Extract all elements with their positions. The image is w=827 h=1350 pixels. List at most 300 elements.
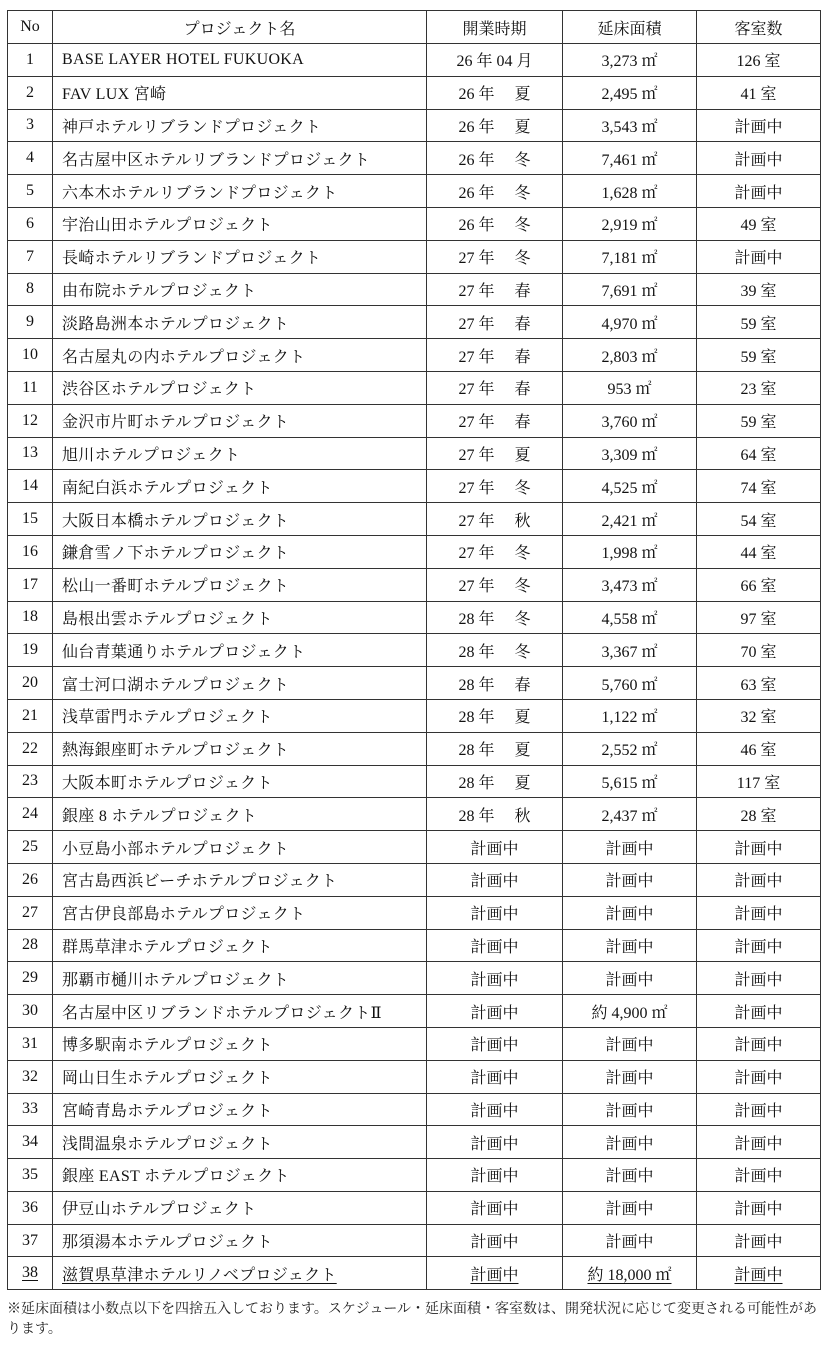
cell-no-text: 2 (26, 83, 34, 101)
cell-rooms (697, 1191, 821, 1224)
cell-floor-area-text: 計画中 (605, 1037, 654, 1055)
cell-floor-area-text: 2,803 ㎡ (601, 348, 658, 366)
cell-no (8, 306, 53, 339)
cell-opening-text: 27 年 春 (458, 381, 531, 399)
cell-no-text: 29 (22, 969, 38, 987)
cell-project-name (53, 535, 427, 568)
table-row (8, 863, 821, 896)
cell-opening (427, 437, 563, 470)
table-row (8, 371, 821, 404)
cell-project-name-text: 岡山日生ホテルプロジェクト (62, 1070, 273, 1088)
cell-project-name (53, 995, 427, 1028)
cell-no (8, 437, 53, 470)
cell-rooms (697, 470, 821, 503)
cell-opening (427, 1060, 563, 1093)
cell-floor-area (563, 273, 697, 306)
cell-floor-area (563, 371, 697, 404)
cell-no (8, 44, 53, 77)
cell-opening-text: 27 年 春 (458, 315, 531, 333)
cell-floor-area (563, 765, 697, 798)
cell-no (8, 1027, 53, 1060)
cell-no-text: 21 (22, 706, 38, 724)
table-row (8, 175, 821, 208)
cell-no (8, 601, 53, 634)
cell-opening (427, 1224, 563, 1257)
table-row (8, 44, 821, 77)
cell-opening-text: 計画中 (470, 1004, 519, 1022)
cell-project-name-text: 浅間温泉ホテルプロジェクト (62, 1135, 273, 1153)
table-row (8, 1126, 821, 1159)
cell-floor-area (563, 634, 697, 667)
cell-no (8, 1224, 53, 1257)
cell-rooms-text: 54 室 (740, 512, 777, 530)
header-floor-area: 延床面積 (563, 11, 697, 44)
cell-rooms-text: 計画中 (734, 184, 783, 202)
cell-rooms-text: 32 室 (740, 709, 777, 727)
cell-no (8, 995, 53, 1028)
cell-rooms-text: 126 室 (736, 53, 781, 71)
cell-rooms-text: 計画中 (734, 1102, 783, 1120)
cell-project-name (53, 240, 427, 273)
cell-rooms (697, 1093, 821, 1126)
cell-project-name-text: 仙台青葉通りホテルプロジェクト (62, 643, 306, 661)
cell-rooms (697, 634, 821, 667)
cell-rooms-text: 計画中 (734, 840, 783, 858)
cell-rooms (697, 995, 821, 1028)
cell-opening (427, 765, 563, 798)
cell-floor-area-text: 4,970 ㎡ (601, 315, 658, 333)
header-row (8, 11, 821, 44)
cell-project-name (53, 404, 427, 437)
cell-rooms (697, 601, 821, 634)
cell-opening-text: 26 年 夏 (458, 86, 531, 104)
cell-no (8, 732, 53, 765)
cell-project-name-text: 六本木ホテルリブランドプロジェクト (62, 184, 338, 202)
cell-opening (427, 1027, 563, 1060)
cell-no-text: 6 (26, 214, 34, 232)
cell-project-name (53, 634, 427, 667)
cell-project-name-text: 宮崎青島ホテルプロジェクト (62, 1102, 273, 1120)
cell-no (8, 1257, 53, 1290)
cell-project-name-text: 渋谷区ホテルプロジェクト (62, 381, 257, 399)
cell-rooms-text: 計画中 (734, 1234, 783, 1252)
cell-no-text: 34 (22, 1133, 38, 1151)
cell-project-name-text: 銀座 EAST ホテルプロジェクト (62, 1168, 290, 1186)
cell-rooms (697, 207, 821, 240)
cell-rooms (697, 962, 821, 995)
cell-floor-area-text: 計画中 (605, 938, 654, 956)
cell-floor-area (563, 699, 697, 732)
cell-project-name (53, 601, 427, 634)
cell-rooms (697, 535, 821, 568)
cell-rooms-text: 計画中 (734, 1168, 783, 1186)
cell-project-name (53, 306, 427, 339)
cell-rooms-text: 28 室 (740, 807, 777, 825)
cell-project-name (53, 1191, 427, 1224)
cell-rooms-text: 計画中 (734, 250, 783, 268)
cell-no (8, 1126, 53, 1159)
cell-no (8, 1159, 53, 1192)
table-row (8, 634, 821, 667)
cell-project-name (53, 699, 427, 732)
table-row (8, 273, 821, 306)
cell-opening (427, 142, 563, 175)
cell-opening-text: 28 年 夏 (458, 742, 531, 760)
cell-floor-area-text: 1,628 ㎡ (601, 184, 658, 202)
cell-opening (427, 798, 563, 831)
cell-floor-area (563, 1060, 697, 1093)
table-header (8, 11, 821, 44)
cell-project-name (53, 470, 427, 503)
cell-no-text: 23 (22, 772, 38, 790)
cell-floor-area-text: 2,919 ㎡ (601, 217, 658, 235)
cell-project-name-text: 金沢市片町ホテルプロジェクト (62, 414, 290, 432)
cell-floor-area-text: 計画中 (605, 1070, 654, 1088)
cell-floor-area-text: 2,552 ㎡ (601, 742, 658, 760)
cell-rooms-text: 49 室 (740, 217, 777, 235)
cell-rooms-text: 計画中 (734, 1201, 783, 1219)
cell-project-name (53, 798, 427, 831)
cell-rooms (697, 1027, 821, 1060)
cell-no-text: 37 (22, 1231, 38, 1249)
cell-opening-text: 計画中 (470, 1266, 519, 1284)
table-row (8, 1159, 821, 1192)
header-rooms: 客室数 (697, 11, 821, 44)
cell-floor-area-text: 4,558 ㎡ (601, 610, 658, 628)
cell-no-text: 28 (22, 936, 38, 954)
cell-project-name (53, 44, 427, 77)
cell-floor-area (563, 175, 697, 208)
cell-rooms (697, 667, 821, 700)
cell-project-name (53, 863, 427, 896)
cell-project-name-text: 那須湯本ホテルプロジェクト (62, 1234, 273, 1252)
cell-floor-area-text: 7,181 ㎡ (601, 250, 658, 268)
cell-no-text: 10 (22, 346, 38, 364)
cell-no-text: 8 (26, 280, 34, 298)
cell-rooms-text: 39 室 (740, 282, 777, 300)
cell-no-text: 38 (22, 1264, 38, 1282)
cell-project-name (53, 273, 427, 306)
cell-no-text: 3 (26, 116, 34, 134)
cell-no (8, 109, 53, 142)
cell-project-name-text: 宮古島西浜ビーチホテルプロジェクト (62, 873, 338, 891)
cell-floor-area (563, 962, 697, 995)
table-row (8, 601, 821, 634)
table-row (8, 404, 821, 437)
cell-no (8, 1093, 53, 1126)
table-row (8, 503, 821, 536)
cell-project-name-text: 鎌倉雪ノ下ホテルプロジェクト (62, 545, 290, 563)
header-opening: 開業時期 (427, 11, 563, 44)
cell-project-name-text: 名古屋中区ホテルリブランドプロジェクト (62, 151, 371, 169)
cell-rooms (697, 503, 821, 536)
cell-opening-text: 26 年 夏 (458, 118, 531, 136)
cell-no-text: 9 (26, 313, 34, 331)
cell-opening (427, 732, 563, 765)
cell-rooms (697, 404, 821, 437)
cell-no (8, 863, 53, 896)
cell-project-name-text: 浅草雷門ホテルプロジェクト (62, 709, 273, 727)
cell-project-name (53, 896, 427, 929)
cell-opening-text: 計画中 (470, 873, 519, 891)
table-row (8, 765, 821, 798)
cell-opening-text: 計画中 (470, 840, 519, 858)
cell-opening (427, 601, 563, 634)
cell-opening (427, 995, 563, 1028)
cell-no-text: 32 (22, 1067, 38, 1085)
table-row (8, 1027, 821, 1060)
cell-rooms (697, 1159, 821, 1192)
cell-floor-area (563, 142, 697, 175)
cell-project-name-text: 群馬草津ホテルプロジェクト (62, 938, 273, 956)
cell-project-name-text: 長崎ホテルリブランドプロジェクト (62, 250, 322, 268)
table-row (8, 929, 821, 962)
cell-project-name-text: 銀座 8 ホテルプロジェクト (62, 807, 258, 825)
cell-project-name (53, 76, 427, 109)
table-row (8, 896, 821, 929)
cell-floor-area-text: 2,437 ㎡ (601, 807, 658, 825)
cell-project-name (53, 1159, 427, 1192)
cell-rooms (697, 339, 821, 372)
cell-no (8, 371, 53, 404)
cell-opening-text: 27 年 秋 (458, 512, 531, 530)
cell-rooms-text: 計画中 (734, 151, 783, 169)
cell-floor-area-text: 3,309 ㎡ (601, 446, 658, 464)
cell-no-text: 36 (22, 1198, 38, 1216)
cell-rooms-text: 計画中 (734, 971, 783, 989)
cell-rooms (697, 1224, 821, 1257)
cell-no (8, 240, 53, 273)
cell-opening-text: 計画中 (470, 971, 519, 989)
cell-project-name-text: 富士河口湖ホテルプロジェクト (62, 676, 290, 694)
cell-no-text: 18 (22, 608, 38, 626)
cell-no (8, 634, 53, 667)
cell-opening-text: 27 年 夏 (458, 446, 531, 464)
cell-floor-area (563, 76, 697, 109)
cell-floor-area (563, 240, 697, 273)
table-row (8, 667, 821, 700)
cell-rooms (697, 1060, 821, 1093)
cell-floor-area-text: 2,495 ㎡ (601, 86, 658, 104)
cell-no (8, 142, 53, 175)
cell-project-name (53, 1027, 427, 1060)
cell-project-name-text: 宇治山田ホテルプロジェクト (62, 217, 273, 235)
table-row (8, 437, 821, 470)
cell-opening-text: 26 年 冬 (458, 151, 531, 169)
table-row (8, 1093, 821, 1126)
cell-floor-area-text: 計画中 (605, 873, 654, 891)
cell-no-text: 25 (22, 838, 38, 856)
cell-floor-area-text: 2,421 ㎡ (601, 512, 658, 530)
cell-floor-area (563, 109, 697, 142)
cell-floor-area (563, 404, 697, 437)
cell-no (8, 1060, 53, 1093)
cell-floor-area (563, 1126, 697, 1159)
cell-floor-area-text: 7,461 ㎡ (601, 151, 658, 169)
cell-rooms (697, 437, 821, 470)
cell-no-text: 24 (22, 805, 38, 823)
cell-no-text: 7 (26, 247, 34, 265)
cell-opening (427, 1191, 563, 1224)
cell-rooms (697, 142, 821, 175)
cell-opening (427, 863, 563, 896)
cell-opening-text: 27 年 春 (458, 414, 531, 432)
cell-rooms (697, 732, 821, 765)
cell-floor-area (563, 306, 697, 339)
cell-opening-text: 計画中 (470, 1135, 519, 1153)
cell-opening-text: 計画中 (470, 1201, 519, 1219)
footnote: ※延床面積は小数点以下を四捨五入しております。スケジュール・延床面積・客室数は、開発状況に応じて変更される可能性があります。 (7, 1302, 818, 1337)
cell-project-name-text: 小豆島小部ホテルプロジェクト (62, 840, 290, 858)
cell-project-name (53, 1126, 427, 1159)
cell-no (8, 929, 53, 962)
cell-project-name-text: 旭川ホテルプロジェクト (62, 446, 241, 464)
cell-floor-area (563, 1093, 697, 1126)
table-body (8, 44, 821, 1290)
cell-no (8, 273, 53, 306)
cell-rooms-text: 計画中 (734, 1004, 783, 1022)
cell-project-name-text: 名古屋丸の内ホテルプロジェクト (62, 348, 306, 366)
cell-floor-area (563, 929, 697, 962)
cell-floor-area (563, 667, 697, 700)
cell-floor-area-text: 計画中 (605, 840, 654, 858)
cell-project-name (53, 962, 427, 995)
cell-project-name (53, 667, 427, 700)
cell-opening (427, 1257, 563, 1290)
cell-no-text: 35 (22, 1165, 38, 1183)
cell-no-text: 31 (22, 1034, 38, 1052)
table-row (8, 240, 821, 273)
cell-floor-area (563, 437, 697, 470)
cell-rooms (697, 765, 821, 798)
cell-rooms-text: 59 室 (740, 348, 777, 366)
cell-no-text: 12 (22, 411, 38, 429)
cell-floor-area (563, 503, 697, 536)
cell-opening (427, 76, 563, 109)
cell-opening (427, 371, 563, 404)
cell-opening (427, 699, 563, 732)
cell-no-text: 16 (22, 542, 38, 560)
cell-rooms (697, 240, 821, 273)
cell-rooms-text: 計画中 (734, 1037, 783, 1055)
cell-rooms-text: 64 室 (740, 446, 777, 464)
cell-opening (427, 535, 563, 568)
cell-floor-area-text: 計画中 (605, 971, 654, 989)
cell-rooms-text: 74 室 (740, 479, 777, 497)
cell-project-name (53, 831, 427, 864)
cell-rooms (697, 863, 821, 896)
table-row (8, 1060, 821, 1093)
cell-floor-area-text: 4,525 ㎡ (601, 479, 658, 497)
cell-rooms-text: 計画中 (734, 1070, 783, 1088)
cell-project-name-text: 伊豆山ホテルプロジェクト (62, 1201, 257, 1219)
cell-rooms-text: 59 室 (740, 414, 777, 432)
table-row (8, 76, 821, 109)
cell-project-name-text: 大阪本町ホテルプロジェクト (62, 774, 273, 792)
cell-no-text: 17 (22, 575, 38, 593)
cell-no (8, 667, 53, 700)
table-row (8, 568, 821, 601)
cell-floor-area (563, 798, 697, 831)
cell-project-name-text: 博多駅南ホテルプロジェクト (62, 1037, 273, 1055)
cell-opening (427, 44, 563, 77)
cell-opening-text: 28 年 春 (458, 676, 531, 694)
cell-rooms-text: 46 室 (740, 742, 777, 760)
cell-floor-area (563, 601, 697, 634)
cell-opening-text: 28 年 夏 (458, 709, 531, 727)
table-row (8, 306, 821, 339)
cell-opening-text: 28 年 秋 (458, 807, 531, 825)
cell-opening-text: 27 年 冬 (458, 578, 531, 596)
cell-floor-area-text: 計画中 (605, 1102, 654, 1120)
cell-floor-area (563, 831, 697, 864)
cell-project-name (53, 437, 427, 470)
cell-opening-text: 27 年 冬 (458, 250, 531, 268)
cell-opening (427, 503, 563, 536)
cell-rooms-text: 計画中 (734, 938, 783, 956)
table-row (8, 995, 821, 1028)
cell-opening-text: 計画中 (470, 1037, 519, 1055)
cell-no (8, 831, 53, 864)
cell-no-text: 22 (22, 739, 38, 757)
cell-no-text: 15 (22, 510, 38, 528)
cell-floor-area-text: 計画中 (605, 1135, 654, 1153)
cell-no (8, 175, 53, 208)
cell-floor-area (563, 568, 697, 601)
cell-floor-area-text: 3,367 ㎡ (601, 643, 658, 661)
cell-no (8, 1191, 53, 1224)
cell-floor-area-text: 約 4,900 ㎡ (591, 1004, 668, 1022)
cell-rooms (697, 568, 821, 601)
cell-no-text: 26 (22, 870, 38, 888)
cell-rooms (697, 1257, 821, 1290)
cell-opening-text: 26 年 04 月 (456, 53, 533, 71)
cell-rooms-text: 59 室 (740, 315, 777, 333)
table-row (8, 831, 821, 864)
cell-floor-area-text: 3,543 ㎡ (601, 118, 658, 136)
cell-opening-text: 27 年 冬 (458, 479, 531, 497)
cell-rooms-text: 計画中 (734, 118, 783, 136)
cell-project-name-text: 由布院ホテルプロジェクト (62, 282, 257, 300)
cell-opening-text: 26 年 冬 (458, 184, 531, 202)
cell-opening-text: 計画中 (470, 1234, 519, 1252)
cell-opening-text: 28 年 冬 (458, 610, 531, 628)
cell-rooms (697, 76, 821, 109)
table-row (8, 142, 821, 175)
cell-floor-area (563, 896, 697, 929)
cell-project-name-text: 滋賀県草津ホテルリノベプロジェクト (62, 1266, 337, 1284)
cell-opening (427, 667, 563, 700)
cell-rooms-text: 計画中 (734, 1135, 783, 1153)
header-no: No (8, 11, 53, 44)
cell-floor-area (563, 339, 697, 372)
cell-floor-area (563, 1224, 697, 1257)
cell-opening (427, 896, 563, 929)
cell-floor-area (563, 732, 697, 765)
cell-project-name-text: 島根出雲ホテルプロジェクト (62, 610, 273, 628)
cell-opening (427, 109, 563, 142)
cell-floor-area-text: 計画中 (605, 1234, 654, 1252)
cell-no-text: 33 (22, 1100, 38, 1118)
cell-rooms (697, 175, 821, 208)
cell-opening-text: 28 年 冬 (458, 643, 531, 661)
cell-project-name-text: 熱海銀座町ホテルプロジェクト (62, 742, 290, 760)
cell-floor-area (563, 535, 697, 568)
cell-project-name (53, 1060, 427, 1093)
cell-project-name-text: 淡路島洲本ホテルプロジェクト (62, 315, 290, 333)
cell-no (8, 503, 53, 536)
cell-floor-area-text: 5,760 ㎡ (601, 676, 658, 694)
